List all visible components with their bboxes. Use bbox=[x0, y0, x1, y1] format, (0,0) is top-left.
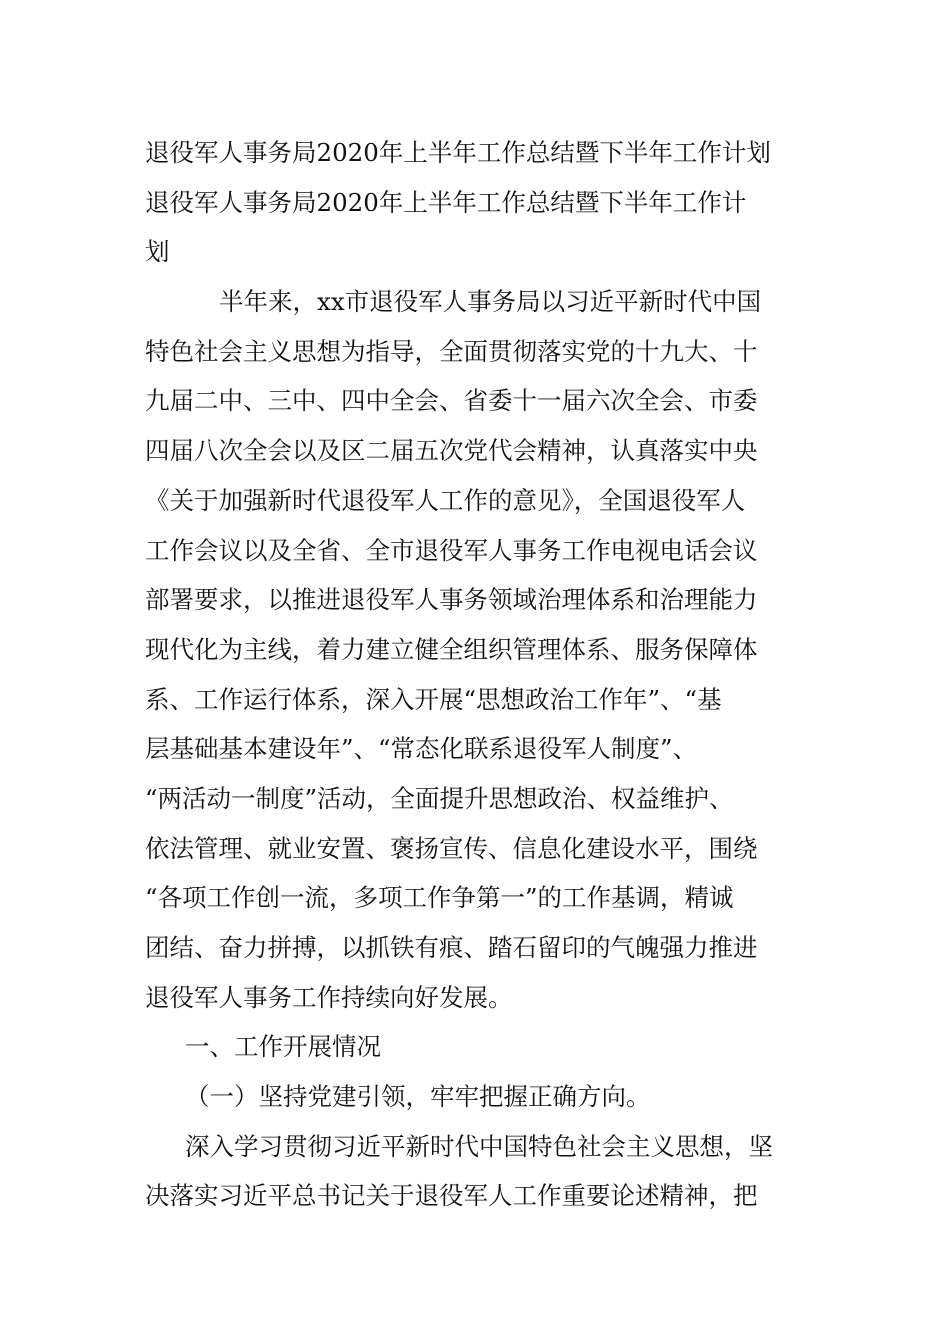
subsection-heading: （一）坚持党建引领，牢牢把握正确方向。 bbox=[185, 1082, 651, 1112]
intro-line-8: 现代化为主线，着力建立健全组织管理体系、服务保障体 bbox=[145, 634, 758, 664]
intro-line-2: 特色社会主义思想为指导，全面贯彻落实党的十九大、十 bbox=[145, 336, 758, 366]
intro-line-9: 系、工作运行体系，深入开展“思想政治工作年”、“基 bbox=[145, 684, 722, 714]
intro-line-4: 四届八次全会以及区二届五次党代会精神，认真落实中央 bbox=[145, 436, 758, 466]
intro-line-10: 层基础基本建设年”、“常态化联系退役军人制度”、 bbox=[145, 734, 698, 764]
intro-line-12: 依法管理、就业安置、褒扬宣传、信息化建设水平，围绕 bbox=[145, 833, 758, 863]
intro-line-5: 《关于加强新时代退役军人工作的意见》，全国退役军人 bbox=[145, 485, 746, 515]
intro-line-15: 退役军人事务工作持续向好发展。 bbox=[145, 982, 513, 1012]
intro-line-13: “各项工作创一流，多项工作争第一”的工作基调，精诚 bbox=[145, 883, 734, 913]
title-line-1: 退役军人事务局2020年上半年工作总结暨下半年工作计划 bbox=[145, 138, 771, 167]
intro-line-7: 部署要求，以推进退役军人事务领域治理体系和治理能力 bbox=[145, 585, 758, 615]
document-content bbox=[145, 128, 810, 1221]
intro-line-1: 半年来，xx市退役军人事务局以习近平新时代中国 bbox=[219, 287, 762, 317]
section-heading: 一、工作开展情况 bbox=[185, 1032, 381, 1062]
intro-line-3: 九届二中、三中、四中全会、省委十一届六次全会、市委 bbox=[145, 386, 758, 416]
title-line-3: 划 bbox=[145, 237, 170, 267]
title-line-2: 退役军人事务局2020年上半年工作总结暨下半年工作计 bbox=[145, 187, 747, 217]
intro-line-14: 团结、奋力拼搏，以抓铁有痕、踏石留印的气魄强力推进 bbox=[145, 933, 758, 962]
intro-line-11: “两活动一制度”活动，全面提升思想政治、权益维护、 bbox=[145, 783, 734, 813]
intro-line-6: 工作会议以及全省、全市退役军人事务工作电视电话会议 bbox=[145, 535, 758, 565]
body-line-1: 深入学习贯彻习近平新时代中国特色社会主义思想，坚 bbox=[185, 1131, 773, 1161]
body-line-2: 决落实习近平总书记关于退役军人工作重要论述精神，把 bbox=[145, 1181, 758, 1211]
